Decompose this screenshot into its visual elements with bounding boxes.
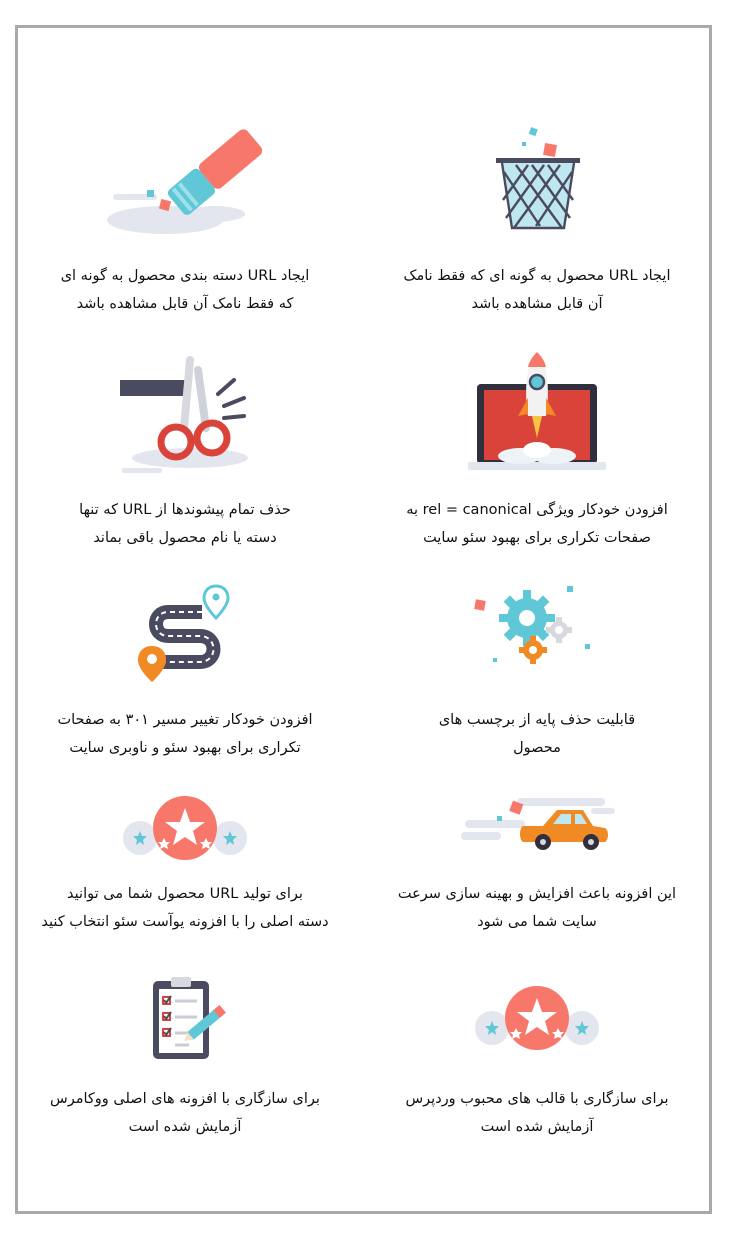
feature-caption-line: حذف تمام پیشوندها از URL که تنها bbox=[79, 502, 291, 518]
feature-caption-line: برای سازگاری با افزونه های اصلی ووکامرس bbox=[50, 1091, 320, 1107]
feature-caption bbox=[20, 706, 350, 762]
feature-card-woocommerce-plugins bbox=[20, 975, 350, 1175]
star-badge-icon bbox=[20, 790, 350, 870]
feature-caption-line: محصول bbox=[513, 740, 561, 756]
feature-caption bbox=[372, 1085, 702, 1141]
feature-card-url-product-slug bbox=[372, 120, 702, 320]
feature-caption-line: که فقط نامک آن قابل مشاهده باشد bbox=[76, 296, 294, 312]
feature-card-url-category-slug bbox=[20, 120, 350, 320]
rocket-laptop-icon bbox=[372, 350, 702, 475]
clipboard-checklist-icon bbox=[20, 975, 350, 1065]
fast-car-icon bbox=[372, 790, 702, 860]
feature-caption-line: قابلیت حذف پایه از برچسب های bbox=[438, 712, 636, 728]
feature-card-popular-themes bbox=[372, 975, 702, 1175]
eraser-icon bbox=[20, 120, 350, 250]
scissors-icon bbox=[20, 350, 350, 480]
trash-basket-icon bbox=[372, 120, 702, 240]
feature-card-speed bbox=[372, 790, 702, 990]
feature-caption bbox=[20, 880, 350, 936]
feature-caption-line: افزودن خودکار تغییر مسیر ۳۰۱ به صفحات bbox=[57, 712, 313, 728]
feature-caption bbox=[20, 1085, 350, 1141]
gears-icon bbox=[372, 580, 702, 680]
feature-caption-line: تکراری برای بهبود سئو و ناوبری سایت bbox=[69, 740, 301, 756]
feature-caption-line: آزمایش شده است bbox=[480, 1119, 594, 1135]
feature-card-main-category bbox=[20, 790, 350, 990]
feature-caption-line: صفحات تکراری برای بهبود سئو سایت bbox=[423, 530, 651, 546]
feature-caption bbox=[372, 706, 702, 762]
star-badge-icon bbox=[372, 975, 702, 1065]
feature-caption-line: آزمایش شده است bbox=[128, 1119, 242, 1135]
feature-caption-line: آن قابل مشاهده باشد bbox=[471, 296, 603, 312]
feature-card-remove-tag-base bbox=[372, 580, 702, 780]
feature-caption-line: برای سازگاری با قالب های محبوب وردپرس bbox=[405, 1091, 669, 1107]
feature-caption-line: سایت شما می شود bbox=[477, 914, 597, 930]
feature-card-redirect-301 bbox=[20, 580, 350, 780]
feature-caption bbox=[20, 496, 350, 552]
feature-caption-line: افزودن خودکار ویژگی rel = canonical به bbox=[406, 502, 668, 518]
feature-card-remove-prefixes bbox=[20, 350, 350, 550]
feature-caption bbox=[372, 880, 702, 936]
feature-caption-line: دسته یا نام محصول باقی بماند bbox=[93, 530, 277, 546]
feature-caption-line: برای تولید URL محصول شما می توانید bbox=[67, 886, 303, 902]
feature-caption bbox=[372, 262, 702, 318]
feature-caption-line: دسته اصلی را با افزونه یوآست سئو انتخاب کنید bbox=[41, 914, 329, 930]
feature-caption bbox=[20, 262, 350, 318]
feature-caption-line: ایجاد URL محصول به گونه ای که فقط نامک bbox=[403, 268, 671, 284]
road-route-icon bbox=[20, 580, 350, 690]
feature-caption-line: این افزونه باعث افزایش و بهینه سازی سرعت bbox=[397, 886, 677, 902]
feature-caption bbox=[372, 496, 702, 552]
feature-caption-line: ایجاد URL دسته بندی محصول به گونه ای bbox=[60, 268, 310, 284]
feature-card-canonical bbox=[372, 350, 702, 550]
